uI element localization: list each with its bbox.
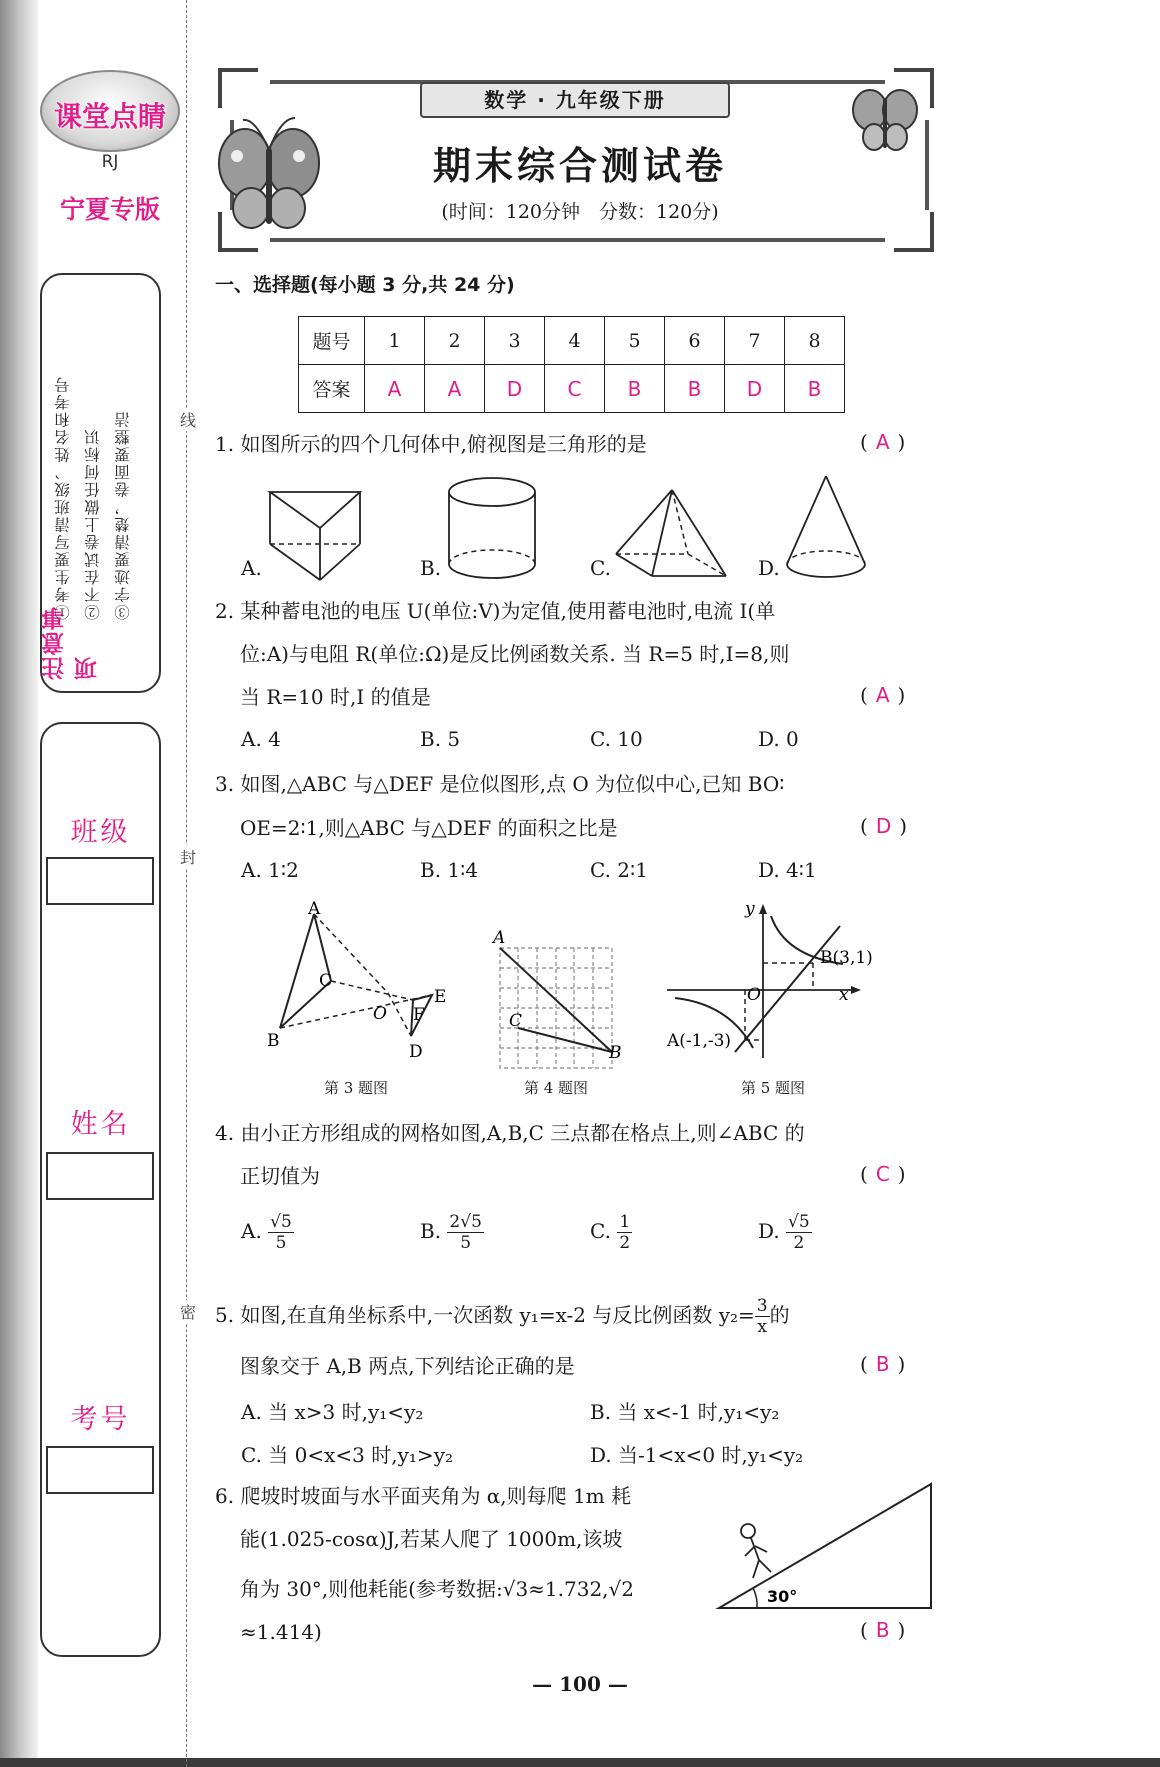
question-2-line-3: 当 R=10 时,I 的值是 [240, 685, 431, 709]
frame-right [925, 120, 929, 210]
question-6-line-1: 6. 爬坡时坡面与水平面夹角为 α,则每爬 1m 耗 [215, 1484, 632, 1508]
climber-icon [741, 1524, 771, 1578]
q2-option-a: A. 4 [241, 727, 281, 751]
page-edge-shadow [0, 0, 38, 1767]
q1-option-a: A. [241, 556, 262, 580]
answer-cell: B [785, 365, 845, 413]
time-score: (时间：120分钟 分数：120分) [441, 201, 719, 223]
triangular-prism-figure [262, 488, 362, 578]
question-4-line-1: 4. 由小正方形组成的网格如图,A,B,C 三点都在格点上,则∠ABC 的 [215, 1121, 805, 1145]
q5-option-d: D. 当-1<x<0 时,y₁<y₂ [590, 1443, 804, 1467]
figure-3-homothety [262, 900, 452, 1060]
question-2-line-1: 2. 某种蓄电池的电压 U(单位:V)为定值,使用蓄电池时,电流 I(单 [215, 599, 776, 623]
fraction-denominator: x [757, 1317, 767, 1337]
q4-option-b-fraction [447, 1212, 483, 1253]
answer-cell: A [425, 365, 485, 413]
question-2-answer: ( A ) [860, 683, 906, 707]
q3-option-b: B. 1∶4 [420, 858, 479, 882]
q4-option-b [420, 1212, 484, 1253]
q4-option-d-fraction [786, 1212, 812, 1253]
page-title: 期末综合测试卷 [432, 144, 727, 188]
binding-line [186, 0, 187, 1767]
question-4-answer: ( C ) [860, 1162, 906, 1186]
q5-option-c: C. 当 0<x<3 时,y₁>y₂ [241, 1443, 454, 1467]
q4-option-d-letter: D. [758, 1219, 780, 1243]
q2-option-b: B. 5 [420, 727, 461, 751]
slope-angle-label: 30° [767, 1587, 798, 1606]
table-row [299, 317, 845, 365]
question-6-line-4: ≈1.414) [240, 1620, 322, 1644]
q2-option-c: C. 10 [590, 727, 643, 751]
table-cell: 5 [605, 317, 665, 365]
fig3-label-b: B [267, 1031, 280, 1051]
q2-option-d: D. 0 [758, 727, 799, 751]
question-6-answer: ( B ) [860, 1618, 906, 1642]
q1-option-b: B. [420, 556, 442, 580]
answer-cell: D [725, 365, 785, 413]
fraction-numerator: 3 [756, 1296, 768, 1316]
q4-option-d [758, 1212, 812, 1253]
question-2-line-2: 位:A)与电阻 R(单位:Ω)是反比例函数关系. 当 R=5 时,I=8,则 [240, 642, 790, 666]
figure-4-grid [490, 928, 630, 1063]
answer-table [298, 316, 845, 413]
table-cell: 8 [785, 317, 845, 365]
cone-figure [784, 474, 868, 582]
fraction-numerator: √5 [270, 1212, 292, 1232]
fig4-label-b: B [609, 1043, 622, 1063]
fig3-label-d: D [409, 1042, 423, 1062]
table-cell: 4 [545, 317, 605, 365]
table-cell: 3 [485, 317, 545, 365]
q3-option-c: C. 2∶1 [590, 858, 648, 882]
class-label: 班级 [70, 817, 131, 848]
q4-option-a-letter: A. [241, 1219, 262, 1243]
answer-cell: A [365, 365, 425, 413]
pyramid-figure [612, 488, 730, 578]
fraction-denominator: 2 [619, 1233, 631, 1253]
q5-option-b: B. 当 x<-1 时,y₁<y₂ [590, 1400, 780, 1424]
answer-cell: B [665, 365, 725, 413]
figure-5-graph [665, 900, 880, 1065]
q1-option-d: D. [758, 556, 780, 580]
q4-option-a [241, 1212, 294, 1253]
answer-letter: B [875, 1352, 890, 1376]
q4-option-c-fraction [617, 1212, 632, 1253]
question-3-line-1: 3. 如图,△ABC 与△DEF 是位似图形,点 O 为位似中心,已知 BO∶ [215, 772, 785, 796]
q1-option-c: C. [590, 556, 611, 580]
answer-cell: D [485, 365, 545, 413]
fraction-numerator: 1 [619, 1212, 631, 1232]
table-row-label: 题号 [299, 317, 365, 365]
frame-corner-br [894, 212, 934, 252]
question-4-line-2: 正切值为 [240, 1164, 320, 1188]
binding-char-line: 线 [178, 408, 198, 431]
frame-corner-tl [218, 68, 258, 108]
name-label: 姓名 [70, 1109, 131, 1140]
table-cell: 1 [365, 317, 425, 365]
id-field[interactable] [46, 1446, 154, 1494]
id-label: 考号 [70, 1404, 131, 1435]
answer-letter: D [875, 814, 892, 838]
fig5-label-y: y [745, 899, 755, 919]
question-5-line-1-text: 5. 如图,在直角坐标系中,一次函数 y₁=x-2 与反比例函数 y₂= [215, 1303, 755, 1327]
q3-option-d: D. 4∶1 [758, 858, 817, 882]
answer-letter: B [875, 1618, 890, 1642]
question-3-line-2: OE=2∶1,则△ABC 与△DEF 的面积之比是 [240, 816, 618, 840]
fig3-label-f: F [413, 1005, 425, 1025]
fig5-label-o: O [747, 985, 761, 1005]
q4-option-a-fraction [268, 1212, 294, 1253]
q3-option-a: A. 1∶2 [241, 858, 299, 882]
fig5-label-a: A(-1,-3) [667, 1031, 732, 1051]
fraction-denominator: 2 [793, 1233, 805, 1253]
fig3-label-o: O [373, 1004, 387, 1024]
answer-letter: C [875, 1162, 890, 1186]
question-6-line-2: 能(1.025-cosα)J,若某人爬了 1000m,该坡 [240, 1527, 623, 1551]
table-row [299, 365, 845, 413]
notes-title: 注意事项 [42, 605, 101, 680]
brand-logo-text: 课堂点睛 [53, 100, 166, 133]
figure-4-caption: 第 4 题图 [523, 1079, 589, 1097]
bottom-bar [0, 1758, 1160, 1767]
q4-option-b-letter: B. [420, 1219, 442, 1243]
note-item-3: ③字迹要清楚，卷面要整洁 [114, 410, 132, 620]
binding-char-secret: 密 [178, 1300, 198, 1323]
fraction-denominator: 5 [275, 1233, 287, 1253]
binding-char-seal: 封 [178, 845, 198, 868]
answer-cell: C [545, 365, 605, 413]
fig3-label-a: A [308, 899, 321, 919]
fig4-label-a: A [493, 928, 506, 948]
frame-bottom [270, 238, 885, 242]
question-5-answer: ( B ) [860, 1352, 906, 1376]
section-heading: 一、选择题(每小题 3 分,共 24 分) [215, 274, 515, 296]
class-field[interactable] [46, 857, 154, 905]
fig5-label-x: x [839, 985, 849, 1005]
fig4-label-c: C [509, 1011, 523, 1031]
q4-option-c [590, 1212, 632, 1253]
question-5-line-2: 图象交于 A,B 两点,下列结论正确的是 [240, 1354, 575, 1378]
table-cell: 2 [425, 317, 485, 365]
fig3-label-e: E [434, 987, 447, 1007]
figure-3-caption: 第 3 题图 [323, 1079, 389, 1097]
q5-option-a: A. 当 x>3 时,y₁<y₂ [241, 1400, 424, 1424]
fig3-label-c: C [319, 971, 333, 991]
question-5-line-1-after: 的 [769, 1303, 790, 1327]
fraction-denominator: 5 [460, 1233, 472, 1253]
fraction-numerator: √5 [788, 1212, 810, 1232]
answer-letter: A [875, 430, 890, 454]
slope-figure [715, 1480, 935, 1615]
question-3-answer: ( D ) [860, 814, 908, 838]
answer-letter: A [875, 683, 890, 707]
fraction-numerator: 2√5 [449, 1212, 482, 1232]
brand-rj: RJ [101, 152, 119, 172]
table-cell: 6 [665, 317, 725, 365]
question-6-line-3: 角为 30°,则他耗能(参考数据:√3≈1.732,√2 [240, 1577, 635, 1601]
note-item-2: ②不在试卷上做任何标识 [84, 427, 102, 620]
cylinder-figure [446, 476, 538, 581]
page-number: — 100 — [532, 1672, 628, 1696]
q5-fraction [755, 1296, 770, 1337]
subject-tab: 数学 · 九年级下册 [420, 82, 730, 118]
edition-label: 宁夏专版 [59, 195, 160, 224]
note-item-1: ①考生要写清班级、姓名和考号 [54, 375, 72, 620]
question-1-answer: ( A ) [860, 430, 906, 454]
fig5-label-b: B(3,1) [820, 948, 873, 968]
table-row-label: 答案 [299, 365, 365, 413]
q4-option-c-letter: C. [590, 1219, 611, 1243]
name-field[interactable] [46, 1152, 154, 1200]
figure-5-caption: 第 5 题图 [740, 1079, 806, 1097]
question-1-text: 1. 如图所示的四个几何体中,俯视图是三角形的是 [215, 432, 647, 456]
question-5-line-1 [215, 1296, 790, 1337]
butterfly-right-icon [850, 82, 920, 157]
answer-cell: B [605, 365, 665, 413]
table-cell: 7 [725, 317, 785, 365]
